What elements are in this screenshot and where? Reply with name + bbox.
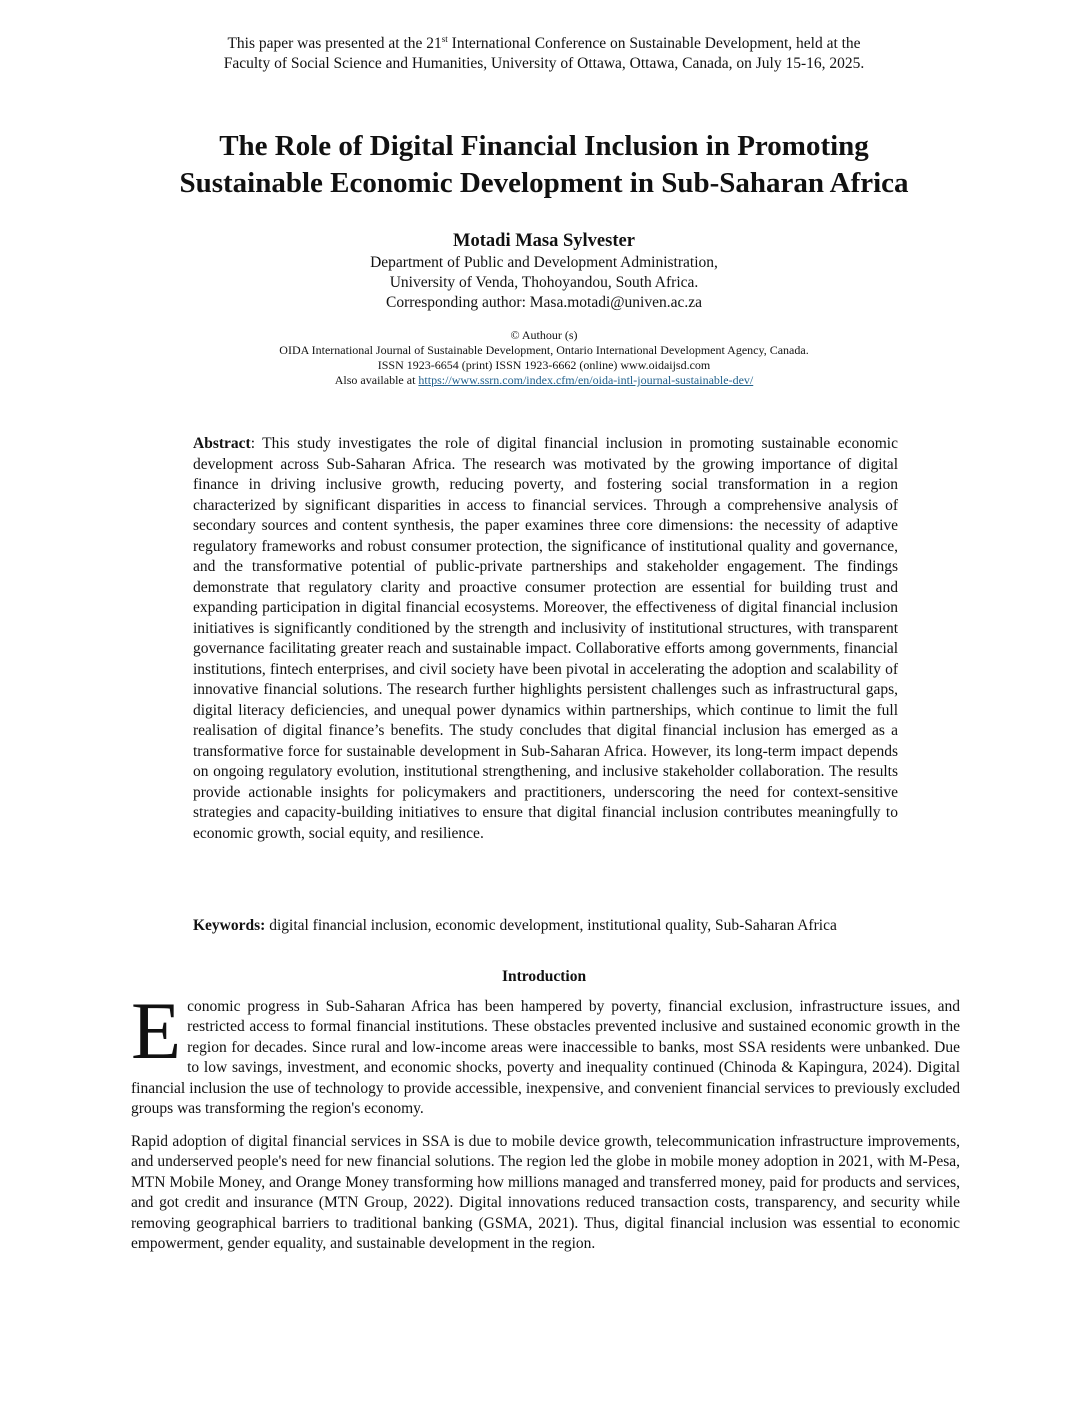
conference-note-line1: This paper was presented at the 21st International Conference on Sustainable Development, held at the: [227, 33, 861, 52]
ssrn-link[interactable]: https://www.ssrn.com/index.cfm/en/oida-intl-journal-sustainable-dev/: [418, 373, 754, 387]
author-block: [0, 229, 1088, 313]
journal-name: OIDA International Journal of Sustainable Development, Ontario International Development Agency, Canada.: [279, 343, 809, 357]
paper-title-line1: The Role of Digital Financial Inclusion in Promoting: [219, 130, 869, 162]
journal-info: [0, 328, 1088, 388]
ordinal-suffix: st: [441, 33, 448, 44]
conference-note: [0, 34, 1088, 74]
corresponding-author: Corresponding author: Masa.motadi@univen.ac.za: [385, 294, 702, 311]
author-department: Department of Public and Development Administration,: [370, 254, 718, 271]
abstract-label: Abstract: [193, 435, 251, 452]
conference-note-line2: Faculty of Social Science and Humanities, University of Ottawa, Ottawa, Canada, on July 15-16, 2025.: [223, 55, 865, 72]
introduction-heading: Introduction: [501, 968, 587, 985]
introduction-paragraph-1-text: conomic progress in Sub-Saharan Africa has been hampered by poverty, financial exclusion, infrastructure issues, and restricted access to formal financial institutions. These obstacles prevented inclusive and sustained economic growth in the region for decades. Since rural and low-income areas were inaccessible to banks, most SSA residents were unbanked. Due to low savings, investment, and economic shocks, poverty and inequality continued (Chinoda & Kapingura, 2024). Digital financial inclusion the use of technology to provide accessible, inexpensive, and convenient financial services to previously excluded groups was transforming the region's economy.: [131, 998, 960, 1118]
keywords-text: digital financial inclusion, economic development, institutional quality, Sub-Saharan Africa: [265, 917, 837, 934]
keywords: [193, 916, 898, 937]
copyright-line: © Authour (s): [510, 328, 578, 342]
paper-title: [0, 128, 1088, 202]
author-name: Motadi Masa Sylvester: [453, 231, 635, 251]
introduction-paragraph-2: Rapid adoption of digital financial services in SSA is due to mobile device growth, telecommunication infrastructure improvements, and underserved people's need for new financial solutions. The region led the globe in mobile money adoption in 2021, with M-Pesa, MTN Mobile Money, and Orange Money transforming how millions managed and transferred money, paid for products and services, and got credit and insurance (MTN Group, 2022). Digital innovations reduced transaction costs, transparency, and security while removing geographical barriers to traditional banking (GSMA, 2021). Thus, digital financial inclusion was essential to economic empowerment, gender equality, and sustainable development in the region.: [131, 1133, 960, 1253]
abstract: [193, 434, 898, 844]
availability-line: Also available at https://www.ssrn.com/index.cfm/en/oida-intl-journal-sustainable-dev/: [334, 373, 754, 387]
issn-line: ISSN 1923-6654 (print) ISSN 1923-6662 (online) www.oidaijsd.com: [377, 358, 711, 372]
abstract-text: : This study investigates the role of digital financial inclusion in promoting sustainable economic development across Sub-Saharan Africa. The research was motivated by the growing importance of digital finance in driving inclusive growth, reducing poverty, and fostering social transformation in a region characterized by significant disparities in access to financial services. Through a comprehensive analysis of secondary sources and content synthesis, the paper examines three core dimensions: the necessity of adaptive regulatory frameworks and robust consumer protection, the significance of institutional quality and governance, and the transformative potential of public-private partnerships and stakeholder engagement. The findings demonstrate that regulatory clarity and proactive consumer protection are essential for building trust and expanding participation in digital financial ecosystems. Moreover, the effectiveness of digital financial inclusion initiatives is significantly conditioned by the strength and inclusivity of institutional structures, with transparent governance facilitating greater reach and sustainable impact. Collaborative efforts among governments, financial institutions, fintech enterprises, and civil society have been pivotal in accelerating the adoption and scalability of innovative financial solutions. The research further highlights persistent challenges such as infrastructural gaps, digital literacy deficiencies, and unequal power dynamics within partnerships, which continue to limit the full realisation of digital finance’s benefits. The study concludes that digital financial inclusion has emerged as a transformative force for sustainable development in Sub-Saharan Africa. However, its long-term impact depends on ongoing regulatory evolution, institutional strengthening, and inclusive stakeholder collaboration. The results provide actionable insights for policymakers and practitioners, underscoring the need for context-sensitive strategies and capacity-building initiatives to ensure that digital financial inclusion contributes meaningfully to economic growth, social equity, and resilience.: [193, 435, 898, 842]
author-university: University of Venda, Thohoyandou, South Africa.: [389, 274, 699, 291]
keywords-label: Keywords:: [193, 917, 266, 934]
drop-cap: E: [131, 985, 182, 1076]
paper-title-line2: Sustainable Economic Development in Sub-Saharan Africa: [179, 167, 909, 199]
introduction-paragraph-1: [131, 985, 960, 1119]
